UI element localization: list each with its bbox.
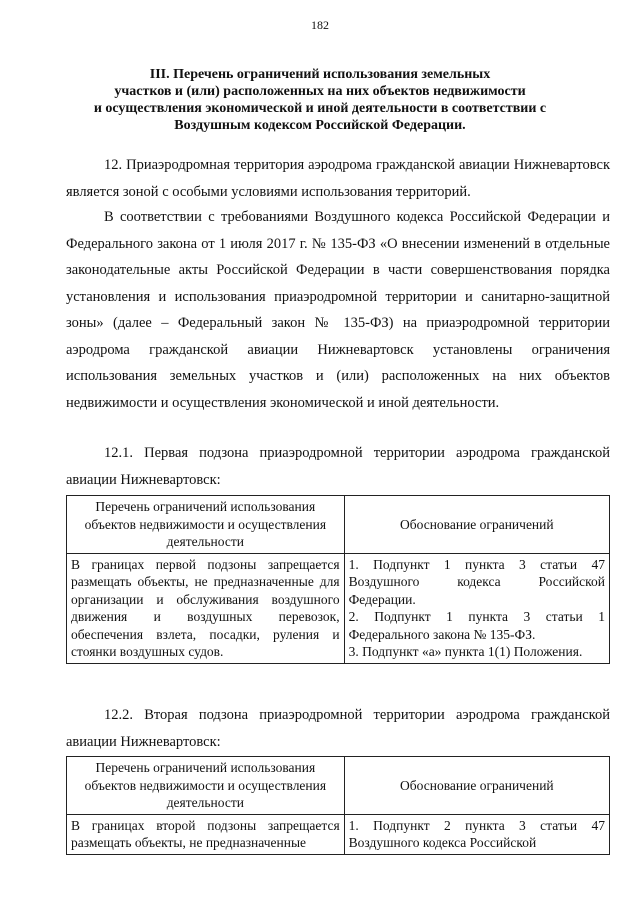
- heading-line: Воздушным кодексом Российской Федерации.: [174, 118, 466, 133]
- heading-line: участков и (или) расположенных на них объектов недвижимости: [114, 84, 526, 99]
- table-row: [67, 814, 610, 854]
- paragraph-12-1: 12.1. Первая подзона приаэродромной территории аэродрома гражданской авиации Нижневартовск:: [66, 445, 610, 488]
- table-header-row: [67, 757, 610, 815]
- paragraph-12-2: 12.2. Вторая подзона приаэродромной территории аэродрома гражданской авиации Нижневартовск:: [66, 707, 610, 750]
- paragraph-12: 12. Приаэродромная территория аэродрома гражданской авиации Нижневартовск является зоной с особыми условиями использования территорий.: [66, 157, 610, 200]
- restriction-cell: В границах первой подзоны запрещается размещать объекты, не предназначенные для организации и обслуживания воздушного движения и воздушных перевозок, обеспечения взлета, посадки, руления и стоянки воздушных судов.: [67, 553, 345, 663]
- table-header-basis: Обоснование ограничений: [344, 757, 609, 815]
- table-header-restrictions: Перечень ограничений использования объектов недвижимости и осуществления деятельности: [67, 496, 345, 554]
- table-header-basis: Обоснование ограничений: [344, 496, 609, 554]
- table-header-restrictions: Перечень ограничений использования объектов недвижимости и осуществления деятельности: [67, 757, 345, 815]
- basis-item: 3. Подпункт «а» пункта 1(1) Положения.: [348, 644, 583, 659]
- basis-cell: [344, 553, 609, 663]
- heading-line: и осуществления экономической и иной деятельности в соответствии с: [93, 101, 547, 116]
- section-heading: [80, 66, 560, 134]
- table-row: [67, 553, 610, 663]
- basis-item: 1. Подпункт 1 пункта 3 статьи 47 Воздушного кодекса Российской Федерации.: [348, 556, 605, 607]
- basis-item: 2. Подпункт 1 пункта 3 статьи 1 Федерального закона № 135-ФЗ.: [348, 609, 605, 642]
- paragraph-legal-basis: В соответствии с требованиями Воздушного кодекса Российской Федерации и Федерального закона от 1 июля 2017 г. № 135-ФЗ «О внесении изменений в отдельные законодательные акты Российской Федерации в части совершенствования порядка установления и использования приаэродромной территории и санитарно-защитной зоны» (далее – Федеральный закон № 135-ФЗ) на приаэродромной территории аэродрома гражданской авиации Нижневартовск установлены ограничения использования земельных участков и (или) расположенных на них объектов недвижимости и осуществления экономической и иной деятельности.: [66, 209, 610, 411]
- basis-cell: 1. Подпункт 2 пункта 3 статьи 47 Воздушного кодекса Российской: [344, 814, 609, 854]
- table-header-row: [67, 496, 610, 554]
- restriction-cell: В границах второй подзоны запрещается размещать объекты, не предназначенные: [67, 814, 345, 854]
- restrictions-table-subzone-2: [66, 756, 610, 855]
- restrictions-table-subzone-1: [66, 495, 610, 664]
- heading-line: III. Перечень ограничений использования земельных: [149, 67, 491, 82]
- page-number: 182: [311, 18, 329, 32]
